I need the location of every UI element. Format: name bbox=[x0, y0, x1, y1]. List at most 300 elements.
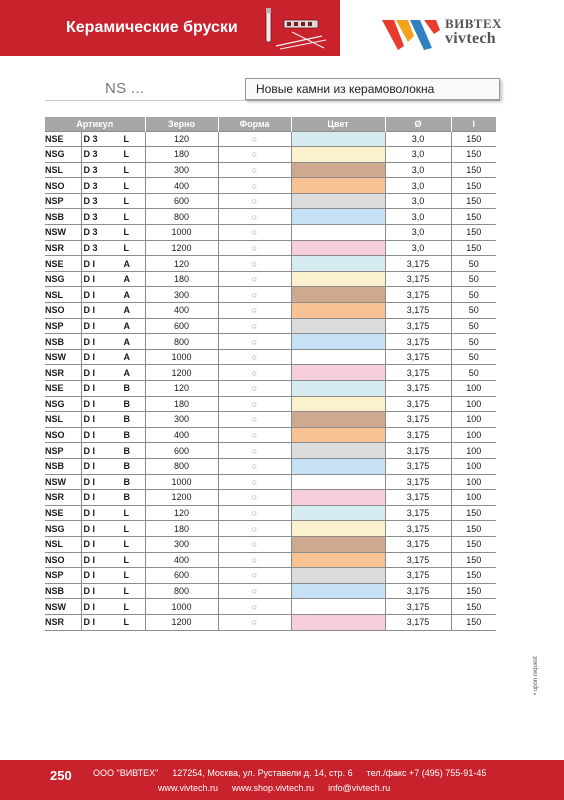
cell-color bbox=[291, 552, 385, 568]
cell-shape: ○ bbox=[218, 365, 291, 381]
table-row bbox=[45, 303, 496, 319]
cell-code: NSG bbox=[45, 271, 81, 287]
cell-diameter-code: D I bbox=[83, 508, 96, 519]
cell-diameter: 3,175 bbox=[385, 521, 451, 537]
cell-color bbox=[291, 396, 385, 412]
cell-code: NSR bbox=[45, 490, 81, 506]
cell-diameter-code: D I bbox=[83, 586, 96, 597]
cell-length: 150 bbox=[451, 178, 496, 194]
color-swatch bbox=[292, 132, 385, 147]
table-row bbox=[45, 568, 496, 584]
color-swatch bbox=[292, 225, 385, 240]
cell-grit: 1200 bbox=[145, 490, 218, 506]
cell-article bbox=[81, 193, 145, 209]
color-swatch bbox=[292, 428, 385, 443]
cell-shape: ○ bbox=[218, 240, 291, 256]
cell-type-code: B bbox=[123, 383, 130, 394]
cell-code: NSE bbox=[45, 256, 81, 272]
column-header-grit: Зерно bbox=[145, 117, 218, 131]
color-swatch bbox=[292, 287, 385, 302]
table-row bbox=[45, 599, 496, 615]
cell-diameter: 3,0 bbox=[385, 162, 451, 178]
cell-grit: 800 bbox=[145, 583, 218, 599]
cell-grit: 300 bbox=[145, 287, 218, 303]
table-row bbox=[45, 178, 496, 194]
cell-grit: 180 bbox=[145, 396, 218, 412]
cell-code: NSG bbox=[45, 147, 81, 163]
cell-diameter: 3,175 bbox=[385, 583, 451, 599]
color-swatch bbox=[292, 584, 385, 599]
cell-shape: ○ bbox=[218, 583, 291, 599]
cell-code: NSL bbox=[45, 287, 81, 303]
color-swatch bbox=[292, 178, 385, 193]
color-swatch bbox=[292, 443, 385, 458]
cell-type-code: B bbox=[123, 414, 130, 425]
cell-color bbox=[291, 193, 385, 209]
cell-color bbox=[291, 490, 385, 506]
cell-type-code: B bbox=[123, 398, 130, 409]
cell-shape: ○ bbox=[218, 271, 291, 287]
cell-grit: 120 bbox=[145, 256, 218, 272]
cell-article bbox=[81, 536, 145, 552]
table-row bbox=[45, 583, 496, 599]
color-swatch bbox=[292, 397, 385, 412]
cell-code: NSP bbox=[45, 193, 81, 209]
cell-diameter-code: D I bbox=[83, 398, 96, 409]
cell-shape: ○ bbox=[218, 209, 291, 225]
cell-shape: ○ bbox=[218, 521, 291, 537]
cell-type-code: L bbox=[123, 242, 129, 253]
cell-diameter-code: D I bbox=[83, 570, 96, 581]
cell-diameter: 3,175 bbox=[385, 271, 451, 287]
cell-diameter-code: D 3 bbox=[83, 211, 98, 222]
table-row bbox=[45, 365, 496, 381]
cell-diameter: 3,175 bbox=[385, 318, 451, 334]
table-row bbox=[45, 193, 496, 209]
cell-diameter: 3,175 bbox=[385, 552, 451, 568]
table-row bbox=[45, 240, 496, 256]
cell-type-code: L bbox=[123, 196, 129, 207]
cell-shape: ○ bbox=[218, 490, 291, 506]
cell-code: NSG bbox=[45, 396, 81, 412]
color-swatch bbox=[292, 147, 385, 162]
cell-diameter: 3,175 bbox=[385, 303, 451, 319]
cell-length: 50 bbox=[451, 318, 496, 334]
cell-code: NSB bbox=[45, 458, 81, 474]
cell-length: 150 bbox=[451, 162, 496, 178]
cell-code: NSB bbox=[45, 583, 81, 599]
table-row bbox=[45, 552, 496, 568]
cell-shape: ○ bbox=[218, 162, 291, 178]
cell-article bbox=[81, 349, 145, 365]
color-swatch bbox=[292, 553, 385, 568]
cell-diameter-code: D I bbox=[83, 523, 96, 534]
cell-article bbox=[81, 318, 145, 334]
cell-code: NSP bbox=[45, 318, 81, 334]
color-swatch bbox=[292, 350, 385, 365]
cell-shape: ○ bbox=[218, 536, 291, 552]
color-swatch bbox=[292, 163, 385, 178]
cell-length: 150 bbox=[451, 552, 496, 568]
cell-color bbox=[291, 458, 385, 474]
cell-diameter-code: D I bbox=[83, 539, 96, 550]
cell-shape: ○ bbox=[218, 599, 291, 615]
color-swatch bbox=[292, 241, 385, 256]
cell-code: NSW bbox=[45, 599, 81, 615]
cell-article bbox=[81, 271, 145, 287]
table-body bbox=[45, 131, 496, 630]
header-band bbox=[0, 0, 340, 56]
footer-shop-link[interactable]: www.shop.vivtech.ru bbox=[232, 783, 315, 793]
cell-article bbox=[81, 614, 145, 630]
cell-length: 150 bbox=[451, 536, 496, 552]
cell-article bbox=[81, 162, 145, 178]
side-note-text: • upon request bbox=[533, 656, 539, 695]
cell-grit: 400 bbox=[145, 178, 218, 194]
cell-type-code: L bbox=[123, 523, 129, 534]
cell-type-code: B bbox=[123, 430, 130, 441]
cell-color bbox=[291, 614, 385, 630]
cell-grit: 180 bbox=[145, 521, 218, 537]
cell-shape: ○ bbox=[218, 178, 291, 194]
cell-type-code: L bbox=[123, 601, 129, 612]
column-header-shape: Форма bbox=[218, 117, 291, 131]
color-swatch bbox=[292, 303, 385, 318]
cell-diameter: 3,175 bbox=[385, 381, 451, 397]
cell-length: 150 bbox=[451, 240, 496, 256]
column-header-length: l bbox=[451, 117, 496, 131]
cell-diameter-code: D 3 bbox=[83, 242, 98, 253]
tools-illustration-icon bbox=[262, 6, 332, 52]
cell-code: NSB bbox=[45, 209, 81, 225]
cell-grit: 1000 bbox=[145, 599, 218, 615]
cell-code: NSE bbox=[45, 131, 81, 147]
cell-grit: 1000 bbox=[145, 225, 218, 241]
color-swatch bbox=[292, 334, 385, 349]
cell-diameter: 3,175 bbox=[385, 599, 451, 615]
cell-code: NSO bbox=[45, 552, 81, 568]
page-title: Керамические бруски bbox=[66, 19, 238, 36]
cell-type-code: A bbox=[123, 305, 130, 316]
footer-site-link[interactable]: www.vivtech.ru bbox=[158, 783, 219, 793]
cell-article bbox=[81, 178, 145, 194]
cell-color bbox=[291, 505, 385, 521]
page-number: 250 bbox=[50, 768, 72, 783]
table-row bbox=[45, 162, 496, 178]
footer-address: 127254, Москва, ул. Руставели д. 14, стр. 6 bbox=[172, 768, 353, 778]
cell-code: NSL bbox=[45, 412, 81, 428]
cell-grit: 400 bbox=[145, 303, 218, 319]
cell-diameter: 3,0 bbox=[385, 147, 451, 163]
cell-diameter-code: D I bbox=[83, 383, 96, 394]
cell-diameter: 3,175 bbox=[385, 365, 451, 381]
cell-article bbox=[81, 458, 145, 474]
cell-article bbox=[81, 147, 145, 163]
cell-color bbox=[291, 474, 385, 490]
cell-length: 150 bbox=[451, 583, 496, 599]
cell-grit: 300 bbox=[145, 162, 218, 178]
cell-article bbox=[81, 505, 145, 521]
cell-color bbox=[291, 303, 385, 319]
cell-color bbox=[291, 240, 385, 256]
cell-length: 150 bbox=[451, 599, 496, 615]
cell-color bbox=[291, 443, 385, 459]
cell-diameter: 3,175 bbox=[385, 287, 451, 303]
color-swatch bbox=[292, 521, 385, 536]
cell-shape: ○ bbox=[218, 193, 291, 209]
cell-type-code: A bbox=[123, 258, 130, 269]
cell-diameter-code: D I bbox=[83, 601, 96, 612]
cell-grit: 300 bbox=[145, 412, 218, 428]
cell-diameter-code: D I bbox=[83, 336, 96, 347]
cell-grit: 600 bbox=[145, 443, 218, 459]
brand-name-cyrillic: ВИВТЕХ bbox=[445, 16, 503, 31]
cell-diameter: 3,175 bbox=[385, 334, 451, 350]
table-row bbox=[45, 505, 496, 521]
cell-diameter: 3,0 bbox=[385, 225, 451, 241]
cell-type-code: L bbox=[123, 164, 129, 175]
cell-diameter-code: D I bbox=[83, 617, 96, 628]
cell-diameter: 3,175 bbox=[385, 536, 451, 552]
cell-type-code: B bbox=[123, 461, 130, 472]
cell-diameter-code: D 3 bbox=[83, 133, 98, 144]
cell-code: NSR bbox=[45, 365, 81, 381]
cell-color bbox=[291, 334, 385, 350]
cell-grit: 400 bbox=[145, 552, 218, 568]
cell-shape: ○ bbox=[218, 474, 291, 490]
color-swatch bbox=[292, 194, 385, 209]
cell-shape: ○ bbox=[218, 287, 291, 303]
table-row bbox=[45, 521, 496, 537]
table-row bbox=[45, 131, 496, 147]
color-swatch bbox=[292, 272, 385, 287]
footer-company: ООО "ВИВТЕХ" bbox=[93, 768, 159, 778]
cell-color bbox=[291, 599, 385, 615]
cell-length: 50 bbox=[451, 256, 496, 272]
color-swatch bbox=[292, 475, 385, 490]
cell-code: NSW bbox=[45, 474, 81, 490]
cell-diameter-code: D I bbox=[83, 476, 96, 487]
color-swatch bbox=[292, 256, 385, 271]
cell-grit: 120 bbox=[145, 381, 218, 397]
cell-length: 50 bbox=[451, 303, 496, 319]
color-swatch bbox=[292, 490, 385, 505]
cell-grit: 600 bbox=[145, 193, 218, 209]
cell-code: NSE bbox=[45, 381, 81, 397]
cell-article bbox=[81, 490, 145, 506]
cell-type-code: L bbox=[123, 227, 129, 238]
cell-grit: 1200 bbox=[145, 365, 218, 381]
cell-diameter-code: D 3 bbox=[83, 180, 98, 191]
cell-article bbox=[81, 396, 145, 412]
cell-type-code: B bbox=[123, 492, 130, 503]
color-swatch bbox=[292, 599, 385, 614]
cell-type-code: A bbox=[123, 352, 130, 363]
cell-code: NSE bbox=[45, 505, 81, 521]
column-header-article: Артикул bbox=[45, 117, 145, 131]
cell-article bbox=[81, 443, 145, 459]
cell-diameter: 3,0 bbox=[385, 209, 451, 225]
cell-diameter: 3,175 bbox=[385, 427, 451, 443]
cell-type-code: L bbox=[123, 539, 129, 550]
cell-length: 100 bbox=[451, 396, 496, 412]
cell-type-code: A bbox=[123, 336, 130, 347]
cell-shape: ○ bbox=[218, 614, 291, 630]
color-swatch bbox=[292, 537, 385, 552]
cell-type-code: L bbox=[123, 617, 129, 628]
cell-length: 150 bbox=[451, 193, 496, 209]
table-row bbox=[45, 147, 496, 163]
cell-shape: ○ bbox=[218, 147, 291, 163]
cell-color bbox=[291, 147, 385, 163]
cell-diameter-code: D 3 bbox=[83, 196, 98, 207]
cell-grit: 600 bbox=[145, 568, 218, 584]
cell-article bbox=[81, 552, 145, 568]
cell-article bbox=[81, 381, 145, 397]
cell-color bbox=[291, 583, 385, 599]
cell-color bbox=[291, 178, 385, 194]
footer-phone: тел./факс +7 (495) 755-91-45 bbox=[366, 768, 487, 778]
table-row bbox=[45, 381, 496, 397]
series-description-box bbox=[245, 78, 500, 100]
cell-diameter-code: D I bbox=[83, 289, 96, 300]
cell-article bbox=[81, 334, 145, 350]
cell-diameter-code: D I bbox=[83, 554, 96, 565]
table-row bbox=[45, 287, 496, 303]
cell-code: NSW bbox=[45, 225, 81, 241]
table-row bbox=[45, 490, 496, 506]
cell-diameter-code: D I bbox=[83, 320, 96, 331]
cell-shape: ○ bbox=[218, 225, 291, 241]
color-swatch bbox=[292, 459, 385, 474]
cell-type-code: L bbox=[123, 133, 129, 144]
cell-code: NSB bbox=[45, 334, 81, 350]
cell-article bbox=[81, 131, 145, 147]
cell-grit: 800 bbox=[145, 334, 218, 350]
cell-shape: ○ bbox=[218, 303, 291, 319]
cell-diameter: 3,175 bbox=[385, 349, 451, 365]
color-swatch bbox=[292, 615, 385, 630]
cell-code: NSP bbox=[45, 568, 81, 584]
cell-diameter-code: D I bbox=[83, 274, 96, 285]
cell-grit: 1200 bbox=[145, 614, 218, 630]
cell-shape: ○ bbox=[218, 131, 291, 147]
cell-article bbox=[81, 365, 145, 381]
side-note bbox=[533, 640, 545, 700]
cell-shape: ○ bbox=[218, 552, 291, 568]
cell-diameter: 3,175 bbox=[385, 490, 451, 506]
cell-grit: 1200 bbox=[145, 240, 218, 256]
cell-shape: ○ bbox=[218, 412, 291, 428]
cell-type-code: L bbox=[123, 570, 129, 581]
cell-length: 150 bbox=[451, 147, 496, 163]
table-row bbox=[45, 271, 496, 287]
table-row bbox=[45, 427, 496, 443]
cell-shape: ○ bbox=[218, 334, 291, 350]
cell-diameter-code: D I bbox=[83, 352, 96, 363]
cell-diameter-code: D I bbox=[83, 258, 96, 269]
cell-color bbox=[291, 521, 385, 537]
cell-diameter-code: D 3 bbox=[83, 227, 98, 238]
product-table bbox=[45, 117, 496, 631]
cell-color bbox=[291, 225, 385, 241]
cell-code: NSP bbox=[45, 443, 81, 459]
cell-article bbox=[81, 427, 145, 443]
footer-band bbox=[0, 760, 564, 800]
cell-shape: ○ bbox=[218, 443, 291, 459]
cell-type-code: L bbox=[123, 180, 129, 191]
cell-article bbox=[81, 256, 145, 272]
cell-color bbox=[291, 209, 385, 225]
cell-article bbox=[81, 209, 145, 225]
cell-diameter: 3,175 bbox=[385, 614, 451, 630]
cell-length: 100 bbox=[451, 474, 496, 490]
cell-grit: 1000 bbox=[145, 349, 218, 365]
cell-article bbox=[81, 240, 145, 256]
table-row bbox=[45, 614, 496, 630]
cell-type-code: A bbox=[123, 289, 130, 300]
cell-type-code: A bbox=[123, 367, 130, 378]
cell-grit: 120 bbox=[145, 505, 218, 521]
cell-length: 50 bbox=[451, 365, 496, 381]
cell-color bbox=[291, 381, 385, 397]
cell-code: NSG bbox=[45, 521, 81, 537]
cell-length: 100 bbox=[451, 458, 496, 474]
table-row bbox=[45, 396, 496, 412]
cell-diameter-code: D I bbox=[83, 430, 96, 441]
cell-diameter: 3,0 bbox=[385, 178, 451, 194]
cell-shape: ○ bbox=[218, 458, 291, 474]
cell-article bbox=[81, 599, 145, 615]
cell-article bbox=[81, 521, 145, 537]
cell-code: NSW bbox=[45, 349, 81, 365]
color-swatch bbox=[292, 568, 385, 583]
cell-grit: 300 bbox=[145, 536, 218, 552]
cell-color bbox=[291, 568, 385, 584]
footer-web-line bbox=[158, 783, 390, 793]
cell-length: 150 bbox=[451, 521, 496, 537]
cell-type-code: B bbox=[123, 476, 130, 487]
cell-type-code: L bbox=[123, 554, 129, 565]
footer-email-link[interactable]: info@vivtech.ru bbox=[328, 783, 391, 793]
series-description: Новые камни из керамоволокна bbox=[256, 82, 435, 96]
cell-diameter: 3,175 bbox=[385, 505, 451, 521]
cell-color bbox=[291, 365, 385, 381]
cell-diameter: 3,0 bbox=[385, 193, 451, 209]
brand-name-latin: vivtech bbox=[445, 30, 496, 47]
table-row bbox=[45, 474, 496, 490]
cell-length: 50 bbox=[451, 349, 496, 365]
cell-length: 50 bbox=[451, 287, 496, 303]
cell-color bbox=[291, 412, 385, 428]
cell-color bbox=[291, 271, 385, 287]
cell-diameter: 3,175 bbox=[385, 412, 451, 428]
cell-code: NSL bbox=[45, 162, 81, 178]
table-row bbox=[45, 256, 496, 272]
cell-diameter: 3,175 bbox=[385, 568, 451, 584]
color-swatch bbox=[292, 209, 385, 224]
cell-length: 150 bbox=[451, 614, 496, 630]
cell-article bbox=[81, 583, 145, 599]
cell-grit: 600 bbox=[145, 318, 218, 334]
cell-color bbox=[291, 162, 385, 178]
table-row bbox=[45, 349, 496, 365]
cell-diameter-code: D I bbox=[83, 445, 96, 456]
cell-grit: 180 bbox=[145, 271, 218, 287]
cell-color bbox=[291, 427, 385, 443]
cell-diameter: 3,175 bbox=[385, 458, 451, 474]
cell-grit: 800 bbox=[145, 458, 218, 474]
